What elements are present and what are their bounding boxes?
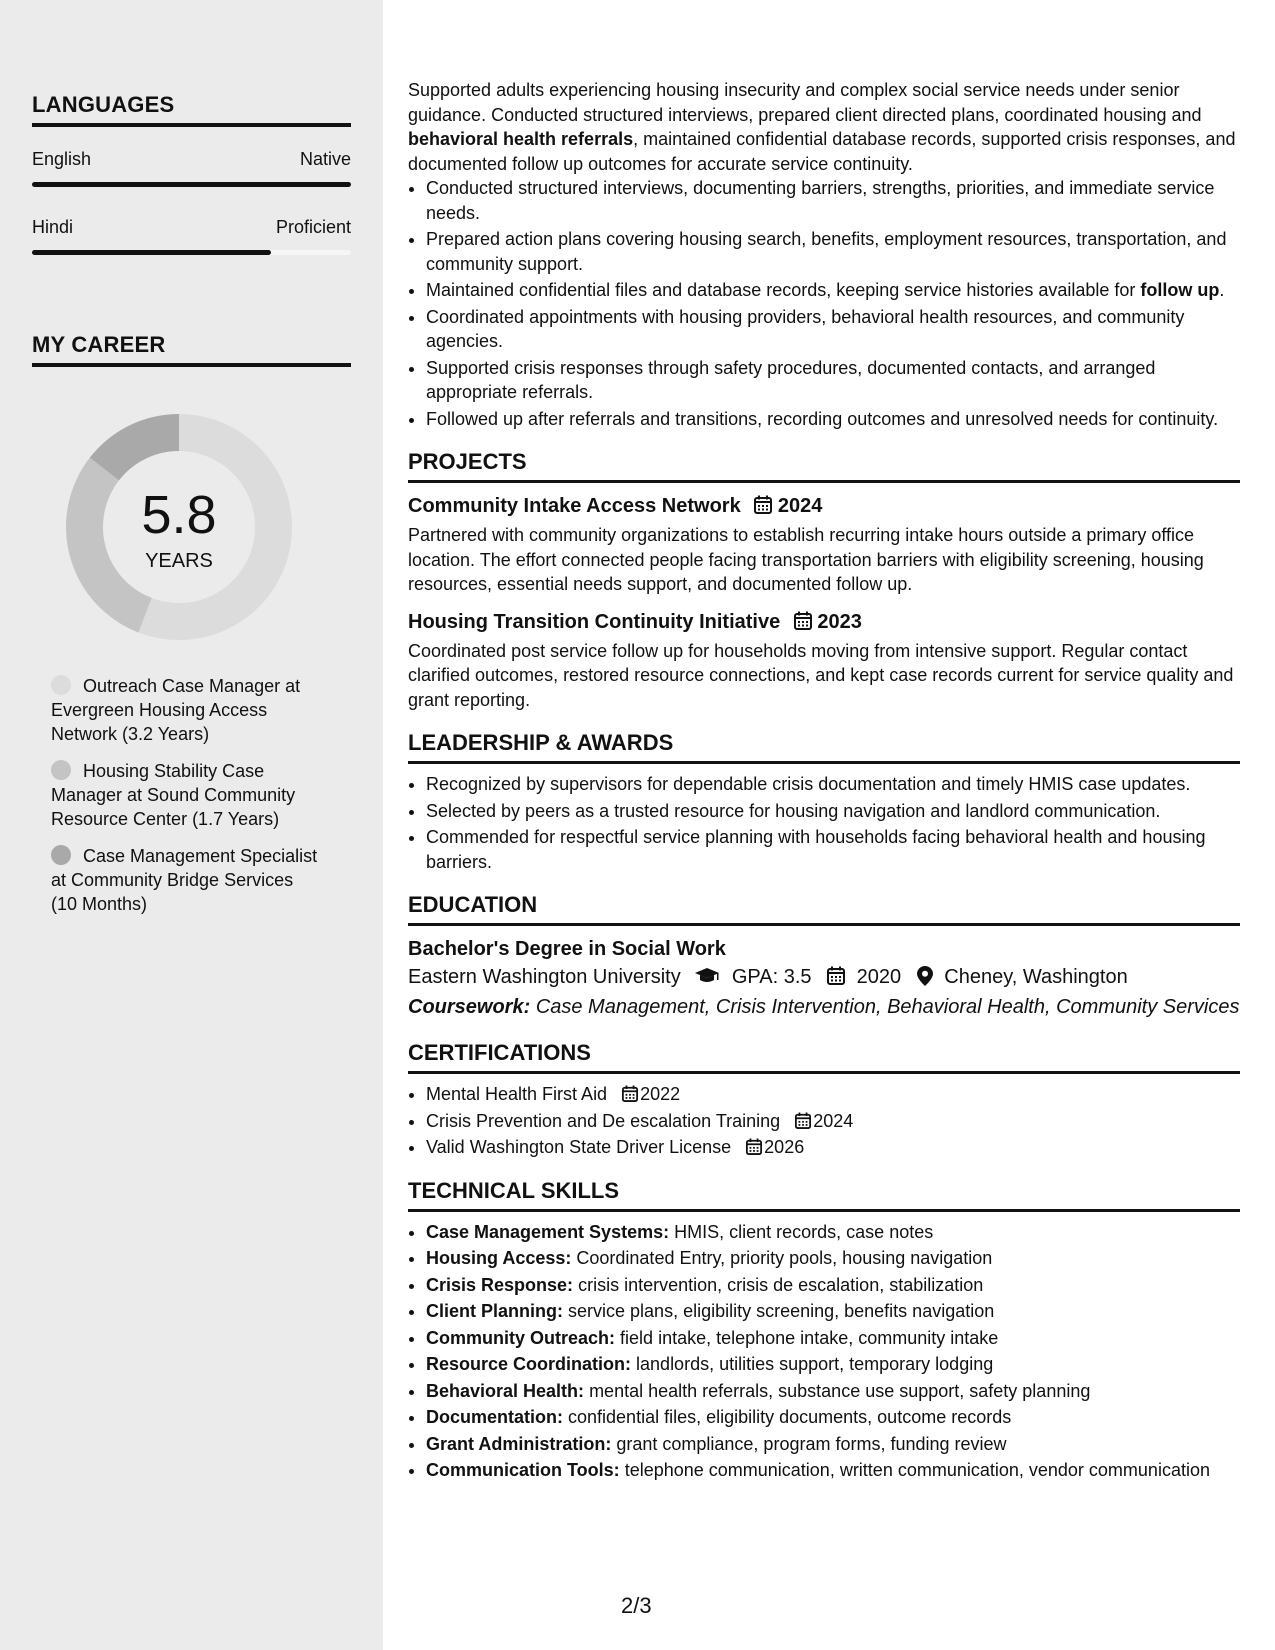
main-content [408, 78, 1240, 1485]
skill-value: crisis intervention, crisis de escalation, stabilization [578, 1274, 984, 1295]
career-heading: MY CAREER [32, 332, 351, 367]
calendar-icon [746, 1138, 762, 1155]
skill-value: service plans, eligibility screening, benefits navigation [568, 1301, 995, 1321]
leadership-list [408, 772, 1240, 874]
skill-value: field intake, telephone intake, community intake [620, 1327, 999, 1348]
skill-value: mental health referrals, substance use support, safety planning [589, 1380, 1091, 1401]
skill-value: Coordinated Entry, priority pools, housing navigation [576, 1248, 993, 1268]
language-name: Hindi [32, 217, 74, 237]
project-title-row [408, 609, 1240, 635]
certification-name: Mental Health First Aid [426, 1084, 608, 1104]
language-bar-fill [32, 250, 271, 255]
list-item: • Selected by peers as a trusted resource for housing navigation and landlord communication. [426, 799, 1240, 824]
skills-heading: TECHNICAL SKILLS [408, 1178, 1240, 1212]
language-bar-fill [32, 182, 351, 187]
skill-label: Behavioral Health: [426, 1380, 585, 1401]
list-item [426, 1082, 1240, 1107]
list-item: • Coordinated appointments with housing providers, behavioral health resources, and community agencies. [426, 305, 1240, 354]
project-year-text: 2024 [777, 495, 823, 517]
skill-value: landlords, utilities support, temporary lodging [636, 1354, 994, 1374]
school-location: Cheney, Washington [944, 966, 1128, 988]
list-item [426, 1432, 1240, 1457]
page-number: 2/3 [621, 1593, 652, 1618]
skill-label: Community Outreach: [426, 1327, 616, 1348]
skill-value: telephone communication, written communication, vendor communication [624, 1460, 1210, 1480]
donut-segment [66, 458, 152, 633]
career-section [32, 332, 351, 367]
list-item [426, 1220, 1240, 1245]
skill-value: grant compliance, program forms, funding review [616, 1433, 1007, 1454]
language-name: English [32, 149, 92, 169]
bullet-bold-text: follow up [1140, 280, 1220, 300]
skill-label: Crisis Response: [426, 1274, 574, 1295]
project-year [754, 495, 822, 517]
graduation-year: 2020 [856, 966, 902, 988]
project-title: Housing Transition Continuity Initiative [408, 610, 781, 633]
career-role-text: Outreach Case Manager at Evergreen Housing Access Network (3.2 Years) [51, 676, 301, 744]
calendar-icon [795, 1112, 811, 1129]
list-item: • Conducted structured interviews, documenting barriers, strengths, priorities, and immediate service needs. [426, 176, 1240, 225]
legend-dot [51, 845, 71, 865]
coursework-label: Coursework: [408, 996, 531, 1018]
bullet-text: Maintained confidential files and database records, keeping service histories available for [426, 280, 1141, 300]
skill-label: Housing Access: [426, 1248, 572, 1268]
project-year [794, 611, 862, 633]
calendar-icon [794, 611, 812, 630]
language-level: Proficient [275, 217, 351, 237]
skill-label: Documentation: [426, 1407, 563, 1427]
legend-dot [51, 675, 71, 695]
list-item: • Prepared action plans covering housing search, benefits, employment resources, transportation, and community support. [426, 227, 1240, 276]
project-title-row [408, 493, 1240, 519]
career-role-item [51, 759, 321, 831]
career-donut-chart [66, 414, 292, 640]
list-item: • Recognized by supervisors for dependable crisis documentation and timely HMIS case updates. [426, 772, 1240, 797]
list-item: • Supported crisis responses through safety procedures, documented contacts, and arranged appropriate referrals. [426, 356, 1240, 405]
summary-text: , maintained confidential database records, supported crisis responses, and documented follow up outcomes for accurate service continuity. [408, 129, 1236, 174]
project-title: Community Intake Access Network [408, 495, 741, 517]
school-name: Eastern Washington University [408, 966, 681, 988]
career-total-years: 5.8 [141, 485, 217, 545]
list-item [426, 1299, 1240, 1324]
skill-label: Communication Tools: [426, 1460, 620, 1480]
language-item [32, 149, 351, 187]
skill-label: Case Management Systems: [426, 1221, 670, 1242]
experience-summary [408, 78, 1240, 176]
list-item [426, 1326, 1240, 1351]
skill-value: HMIS, client records, case notes [674, 1221, 934, 1242]
summary-text: Supported adults experiencing housing insecurity and complex social service needs under senior guidance. Conducted structured interviews, prepared client directed plans, coordinated housing and [408, 80, 1202, 125]
career-years-unit: YEARS [145, 550, 213, 572]
list-item [426, 1458, 1240, 1483]
career-role-text: Case Management Specialist at Community Bridge Services (10 Months) [51, 846, 318, 914]
calendar-icon [754, 495, 772, 514]
education-details [408, 962, 1240, 992]
list-item [426, 1379, 1240, 1404]
list-item [426, 1273, 1240, 1298]
experience-bullets [408, 176, 1240, 431]
career-role-item [51, 844, 321, 916]
list-item: • Followed up after referrals and transitions, recording outcomes and unresolved needs for continuity. [426, 407, 1240, 432]
sidebar [0, 0, 383, 1650]
summary-bold-text: behavioral health referrals [408, 129, 634, 149]
certifications-list [408, 1082, 1240, 1160]
language-bar [32, 182, 351, 187]
coursework [408, 992, 1240, 1022]
project-description: Coordinated post service follow up for households moving from intensive support. Regular contact clarified outcomes, restored resource connections, and kept case records current for service quality and grant reporting. [408, 640, 1234, 710]
skill-label: Resource Coordination: [426, 1354, 632, 1374]
career-legend [51, 674, 321, 929]
certification-name: Valid Washington State Driver License [426, 1137, 732, 1157]
list-item [426, 1135, 1240, 1160]
list-item [426, 1352, 1240, 1377]
language-level: Native [299, 149, 351, 169]
skill-value: confidential files, eligibility documents, outcome records [568, 1407, 1012, 1427]
gpa: GPA: 3.5 [731, 966, 812, 988]
project-description: Partnered with community organizations to establish recurring intake hours outside a primary office location. The effort connected people facing transportation barriers with eligibility screening, housing resources, essential needs support, and documented follow up. [408, 525, 1204, 594]
bullet-text: . [1219, 280, 1225, 300]
project-year-text: 2023 [817, 610, 862, 633]
leadership-heading: LEADERSHIP & AWARDS [408, 730, 1240, 764]
coursework-text: Case Management, Crisis Intervention, Behavioral Health, Community Services [535, 996, 1240, 1018]
degree-title: Bachelor's Degree in Social Work [408, 938, 726, 960]
calendar-icon [827, 966, 845, 985]
languages-heading: LANGUAGES [32, 92, 351, 127]
language-item [32, 217, 351, 255]
certification-year: 2024 [813, 1110, 854, 1131]
language-bar [32, 250, 351, 255]
calendar-icon [622, 1085, 638, 1102]
legend-dot [51, 760, 71, 780]
certification-year: 2026 [764, 1137, 805, 1157]
certification-name: Crisis Prevention and De escalation Training [426, 1110, 781, 1131]
graduation-cap-icon [694, 967, 720, 985]
certification-year: 2022 [640, 1084, 681, 1104]
languages-section [32, 92, 351, 255]
list-item [426, 1405, 1240, 1430]
skill-label: Grant Administration: [426, 1433, 612, 1454]
projects-heading: PROJECTS [408, 449, 1240, 483]
certifications-heading: CERTIFICATIONS [408, 1040, 1240, 1074]
list-item [426, 278, 1240, 303]
career-role-text: Housing Stability Case Manager at Sound Community Resource Center (1.7 Years) [51, 761, 296, 829]
career-role-item [51, 674, 321, 746]
list-item: • Commended for respectful service planning with households facing behavioral health and housing barriers. [426, 825, 1240, 874]
skill-label: Client Planning: [426, 1301, 563, 1321]
list-item [426, 1109, 1240, 1134]
location-pin-icon [917, 966, 933, 986]
skills-list [408, 1220, 1240, 1483]
education-heading: EDUCATION [408, 892, 1240, 926]
list-item [426, 1246, 1240, 1271]
